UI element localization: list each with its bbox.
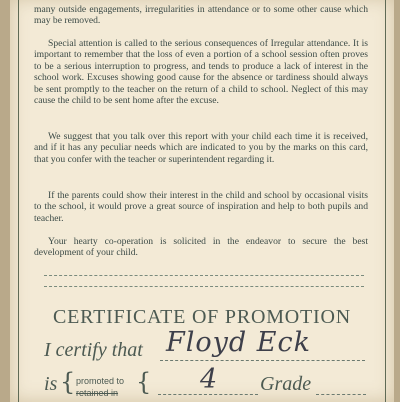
right-brace: { (136, 368, 152, 396)
grade-trailing-line (316, 394, 366, 395)
left-brace: { (60, 368, 76, 396)
divider-dotted (44, 275, 364, 276)
grade-label: Grade (260, 373, 312, 395)
paragraph-report-discussion: We suggest that you talk over this report with your child each time it is received, and if it has any peculiar needs which are indicated to you by the marks on this card, that you confer with the teacher or superintendent regarding it. (34, 131, 368, 165)
paragraph-cooperation: Your hearty co-operation is solicited in the endeavor to secure the best development of your child. (34, 236, 368, 259)
certify-label: I certify that (44, 339, 143, 361)
divider-dotted (44, 286, 364, 287)
option-retained: retained in (76, 388, 119, 398)
grade-handwritten: 4 (200, 364, 219, 395)
student-name-handwritten: Floyd Eck (166, 327, 311, 358)
certificate-title: CERTIFICATE OF PROMOTION (52, 306, 352, 328)
paragraph-parent-visits: If the parents could show their interest in the child and school by occasional visits to the school, it would prove a great source of inspiration and help to both pupils and teacher. (34, 190, 368, 224)
is-label: is (44, 373, 58, 395)
paragraph-intro-end: many outside engagements, irregularities in attendance or to some other cause which may be removed. (34, 4, 368, 27)
name-line (160, 360, 365, 361)
option-promoted: promoted to (76, 376, 125, 386)
paragraph-attendance: Special attention is called to the serious consequences of Irregular attendance. It is important to remember that the loss of even a portion of a school session often proves to be a serious interruption to progress, and tends to produce a lack of interest in the school work. Excuses showing good cause for the absence or tardiness should always be sent promptly to the teacher on the return of a child to school. Neglect of this may cause the child to be sent home after the excuse. (34, 38, 368, 107)
report-card (10, 0, 394, 402)
